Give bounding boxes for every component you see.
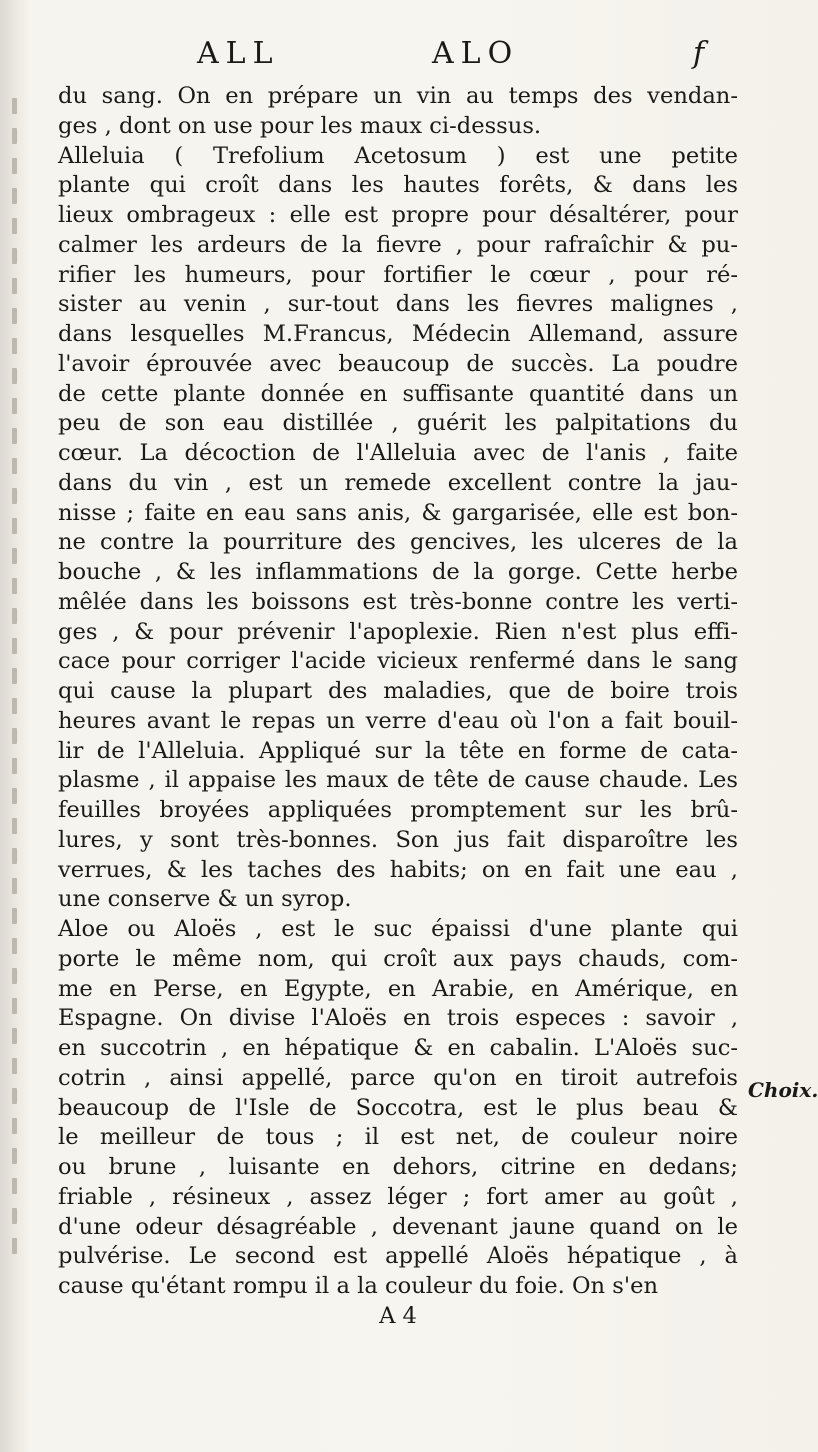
- text-line: ges , dont on use pour les maux ci-dessus.: [58, 112, 542, 139]
- binding-mark: [12, 458, 17, 474]
- text-line: ges , & pour prévenir l'apoplexie. Rien n'est plus effi-: [58, 618, 738, 645]
- text-line: sister au venin , sur-tout dans les fievres malignes ,: [58, 291, 738, 318]
- text-line: pulvérise. Le second est appellé Aloës hépatique , à: [58, 1243, 738, 1270]
- text-line: Espagne. On divise l'Aloës en trois especes : savoir ,: [58, 1005, 738, 1032]
- text-line: me en Perse, en Egypte, en Arabie, en Amérique, en: [58, 975, 738, 1002]
- text-line: rifier les humeurs, pour fortifier le cœur , pour ré-: [58, 261, 738, 288]
- header-left-word: ALL: [197, 36, 280, 71]
- binding-mark: [12, 578, 17, 594]
- text-line: plasme , il appaise les maux de tête de cause chaude. Les: [58, 767, 738, 794]
- binding-mark: [12, 968, 17, 984]
- text-line: cotrin , ainsi appellé, parce qu'on en tiroit autrefois: [58, 1064, 738, 1091]
- text-line: le meilleur de tous ; il est net, de couleur noire: [58, 1124, 738, 1151]
- binding-mark: [12, 728, 17, 744]
- text-line: lieux ombrageux : elle est propre pour désaltérer, pour: [58, 202, 738, 228]
- binding-mark: [12, 1058, 17, 1074]
- binding-mark: [12, 128, 17, 144]
- text-line: ne contre la pourriture des gencives, les ulceres de la: [58, 529, 738, 556]
- binding-mark: [12, 218, 17, 234]
- marginal-note: Choix.: [748, 1078, 818, 1102]
- text-line: Alleluia ( Trefolium Acetosum ) est une petite: [58, 142, 738, 169]
- binding-mark: [12, 878, 17, 894]
- page-gutter: [0, 0, 28, 1452]
- text-line: du sang. On en prépare un vin au temps des vendan-: [58, 83, 738, 109]
- text-line: plante qui croît dans les hautes forêts, & dans les: [58, 172, 738, 199]
- text-line: beaucoup de l'Isle de Soccotra, est le plus beau &: [58, 1094, 738, 1121]
- text-line: qui cause la plupart des maladies, que de boire trois: [58, 678, 738, 704]
- binding-mark: [12, 338, 17, 354]
- binding-mark: [12, 698, 17, 714]
- text-line: heures avant le repas un verre d'eau où l'on a fait bouil-: [58, 707, 738, 734]
- binding-mark: [12, 98, 17, 114]
- binding-mark: [12, 668, 17, 684]
- text-line: feuilles broyées appliquées promptement sur les brû-: [58, 797, 738, 823]
- binding-mark: [12, 938, 17, 954]
- header-right-word: ALO: [432, 36, 520, 71]
- text-line: ou brune , luisante en dehors, citrine en dedans;: [58, 1154, 738, 1180]
- binding-mark: [12, 638, 17, 654]
- running-header: [0, 36, 800, 76]
- binding-mark: [12, 548, 17, 564]
- binding-mark: [12, 1088, 17, 1104]
- text-line: cace pour corriger l'acide vicieux renfermé dans le sang: [58, 648, 738, 675]
- binding-mark: [12, 248, 17, 264]
- text-line: cause qu'étant rompu il a la couleur du foie. On s'en: [58, 1273, 659, 1299]
- signature-line: A 4: [379, 1302, 417, 1329]
- binding-mark: [12, 158, 17, 174]
- text-line: mêlée dans les boissons est très-bonne contre les verti-: [58, 588, 738, 615]
- binding-mark: [12, 518, 17, 534]
- text-line: verrues, & les taches des habits; on en fait une eau ,: [58, 856, 738, 883]
- text-line: nisse ; faite en eau sans anis, & gargarisée, elle est bon-: [58, 499, 738, 526]
- text-line: en succotrin , en hépatique & en cabalin. L'Aloës suc-: [58, 1035, 738, 1061]
- binding-mark: [12, 368, 17, 384]
- binding-mark: [12, 1148, 17, 1164]
- binding-mark: [12, 608, 17, 624]
- binding-mark: [12, 908, 17, 924]
- binding-mark: [12, 998, 17, 1014]
- text-line: porte le même nom, qui croît aux pays chauds, com-: [58, 945, 738, 972]
- binding-mark: [12, 278, 17, 294]
- binding-mark: [12, 818, 17, 834]
- text-line: friable , résineux , assez léger ; fort amer au goût ,: [58, 1183, 738, 1210]
- binding-mark: [12, 1178, 17, 1194]
- text-line: l'avoir éprouvée avec beaucoup de succès. La poudre: [58, 350, 738, 377]
- header-signature-mark: f: [693, 36, 712, 71]
- binding-mark: [12, 188, 17, 204]
- binding-mark: [12, 1238, 17, 1254]
- binding-mark: [12, 398, 17, 414]
- text-line: dans du vin , est un remede excellent contre la jau-: [58, 469, 738, 496]
- binding-mark: [12, 488, 17, 504]
- text-line: peu de son eau distillée , guérit les palpitations du: [58, 410, 738, 437]
- binding-mark: [12, 1118, 17, 1134]
- binding-mark: [12, 428, 17, 444]
- binding-mark: [12, 848, 17, 864]
- text-line: bouche , & les inflammations de la gorge. Cette herbe: [58, 559, 738, 585]
- binding-mark: [12, 1208, 17, 1224]
- text-line: cœur. La décoction de l'Alleluia avec de l'anis , faite: [58, 440, 738, 466]
- binding-mark: [12, 758, 17, 774]
- text-line: dans lesquelles M.Francus, Médecin Allemand, assure: [58, 321, 738, 347]
- text-line: de cette plante donnée en suffisante quantité dans un: [58, 380, 738, 407]
- text-line: lir de l'Alleluia. Appliqué sur la tête en forme de cata-: [58, 737, 738, 764]
- text-line: une conserve & un syrop.: [58, 886, 352, 913]
- text-line: Aloe ou Aloës , est le suc épaissi d'une plante qui: [58, 916, 738, 942]
- main-text: [58, 82, 738, 1332]
- binding-mark: [12, 788, 17, 804]
- text-line: d'une odeur désagréable , devenant jaune quand on le: [58, 1213, 738, 1240]
- binding-mark: [12, 1028, 17, 1044]
- binding-mark: [12, 308, 17, 324]
- text-line: calmer les ardeurs de la fievre , pour rafraîchir & pu-: [58, 231, 738, 258]
- text-line: lures, y sont très-bonnes. Son jus fait disparoître les: [58, 826, 738, 853]
